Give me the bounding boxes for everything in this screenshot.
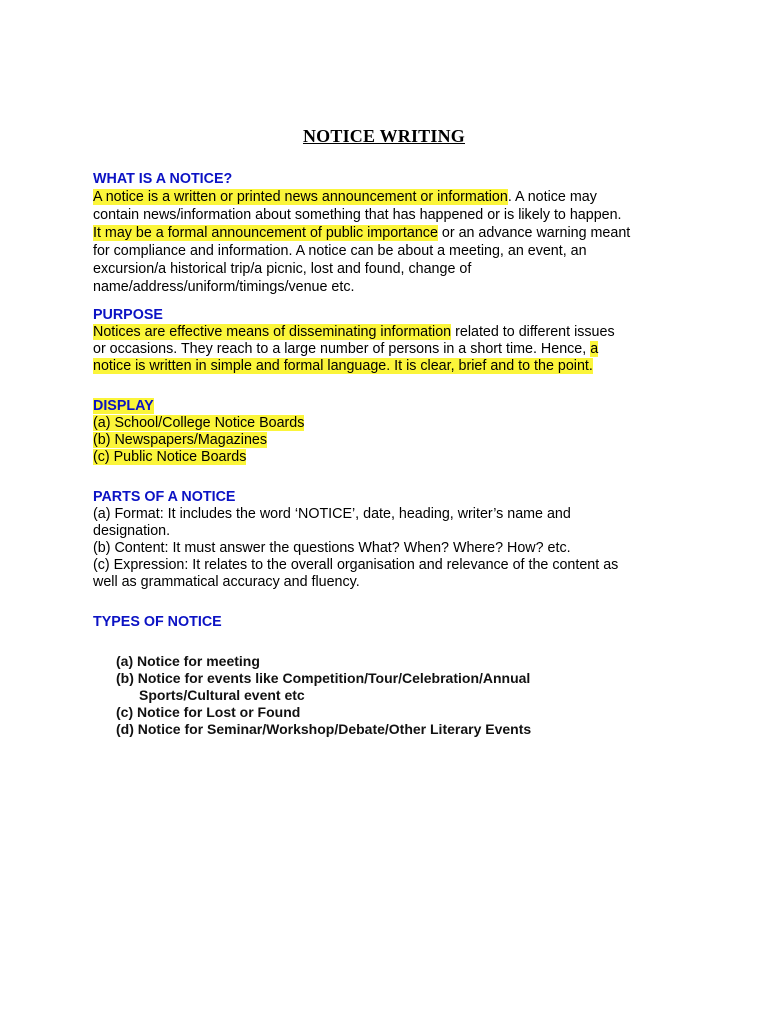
text-line [93, 358, 683, 375]
section-heading: WHAT IS A NOTICE? [93, 171, 233, 187]
section-types-of-notice [93, 614, 683, 631]
section-body [93, 324, 683, 375]
list-item [93, 432, 683, 449]
text-line [93, 324, 683, 341]
text-line [93, 341, 683, 358]
section-heading: PARTS OF A NOTICE [93, 489, 236, 505]
text-span: related to different issues [451, 324, 615, 340]
highlighted-text: (c) Public Notice Boards [93, 449, 247, 465]
list-item [93, 449, 683, 466]
highlighted-text: a [590, 341, 599, 357]
page-title: NOTICE WRITING [302, 126, 465, 146]
text-line: excursion/a historical trip/a picnic, lost and found, change of [93, 261, 472, 277]
text-line [93, 188, 683, 206]
section-heading [93, 398, 683, 415]
text-span: . A notice may [507, 189, 597, 205]
text-line: designation. [93, 523, 171, 539]
section-purpose [93, 307, 683, 375]
highlighted-text: It may be a formal announcement of public importance [93, 225, 438, 241]
text-line: (a) Format: It includes the word ‘NOTICE’, date, heading, writer’s name and [93, 506, 571, 522]
highlighted-text: (b) Newspapers/Magazines [93, 432, 268, 448]
highlighted-text: (a) School/College Notice Boards [93, 415, 305, 431]
section-display [93, 398, 683, 466]
text-line [93, 224, 683, 242]
text-span: or an advance warning meant [437, 225, 631, 241]
section-body [93, 506, 683, 591]
highlighted-heading: DISPLAY [93, 398, 154, 414]
text-span: or occasions. They reach to a large number of persons in a short time. Hence, [93, 341, 591, 357]
text-line: name/address/uniform/timings/venue etc. [93, 279, 355, 295]
highlighted-text: A notice is a written or printed news announcement or information [93, 189, 508, 205]
text-line: for compliance and information. A notice can be about a meeting, an event, an [93, 243, 587, 259]
highlighted-text: notice is written in simple and formal language. It is clear, brief and to the point. [93, 358, 593, 374]
list-item: (b) Notice for events like Competition/Tour/Celebration/Annual [116, 670, 531, 686]
list-item-continuation: Sports/Cultural event etc [139, 687, 305, 703]
list-item: (d) Notice for Seminar/Workshop/Debate/Other Literary Events [116, 721, 532, 737]
list-item: (a) Notice for meeting [116, 653, 260, 669]
list-item: (c) Notice for Lost or Found [116, 704, 301, 720]
section-parts-of-a-notice [93, 489, 683, 591]
section-what-is-a-notice [93, 171, 683, 296]
text-line: well as grammatical accuracy and fluency. [93, 574, 360, 590]
text-line: (c) Expression: It relates to the overall organisation and relevance of the content as [93, 557, 619, 573]
highlighted-text: Notices are effective means of disseminating information [93, 324, 452, 340]
section-body [93, 415, 683, 466]
text-line: (b) Content: It must answer the questions What? When? Where? How? etc. [93, 540, 571, 556]
section-body [93, 188, 683, 296]
section-heading: TYPES OF NOTICE [93, 614, 222, 630]
text-line: contain news/information about something that has happened or is likely to happen. [93, 207, 622, 223]
section-heading: PURPOSE [93, 307, 163, 323]
types-list [116, 653, 676, 738]
list-item [93, 415, 683, 432]
